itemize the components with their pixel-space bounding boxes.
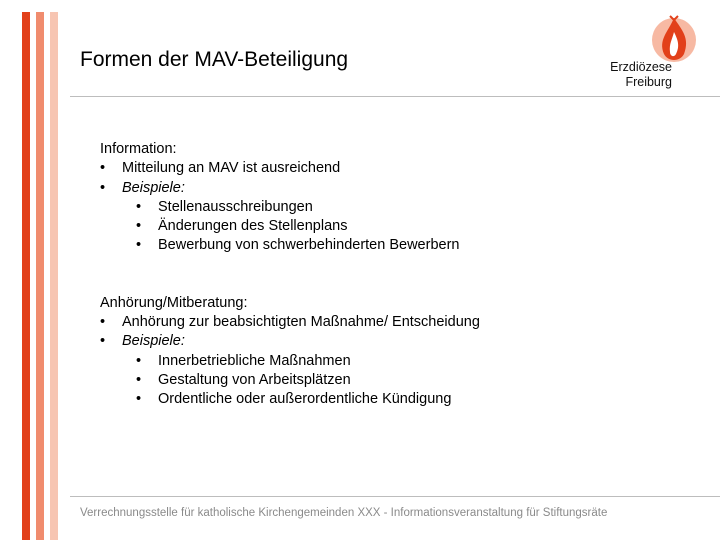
list-item (100, 332, 660, 351)
bullet-icon: • (136, 198, 142, 215)
sub-list-item-text: Stellenausschreibungen (158, 198, 313, 215)
section-heading: Information: (100, 141, 177, 157)
sub-list-item (100, 217, 660, 236)
decor-bar-medium (36, 12, 44, 540)
sub-list-item-text: Änderungen des Stellenplans (158, 218, 348, 235)
erzdioezese-logo (598, 14, 708, 94)
decor-bar-dark (22, 12, 30, 540)
sub-list-item-text: Innerbetriebliche Maßnahmen (158, 352, 351, 369)
list-item-text: Beispiele: (122, 333, 185, 350)
section-heading: Anhörung/Mitberatung: (100, 294, 248, 311)
bullet-icon: • (136, 391, 142, 408)
header-divider (70, 96, 720, 97)
section-anhoerung (100, 294, 660, 410)
footer-divider (70, 496, 720, 497)
sub-list-item (100, 371, 660, 390)
bullet-icon: • (100, 160, 106, 177)
list-item (100, 179, 660, 198)
slide-title: Formen der MAV-Beteiligung (80, 48, 349, 71)
bullet-icon: • (136, 218, 142, 235)
decor-bar-light (50, 12, 58, 540)
list-item (100, 313, 660, 332)
footer-text: Verrechnungsstelle für katholische Kirchengemeinden XXX - Informationsveranstaltung für Stiftungsräte (80, 507, 608, 519)
sub-list-item (100, 236, 660, 255)
bullet-icon: • (136, 237, 142, 254)
logo-line-2: Freiburg (625, 75, 672, 89)
bullet-icon: • (100, 333, 106, 350)
flame-logo-icon (646, 14, 702, 64)
sub-list-item-text: Bewerbung von schwerbehinderten Bewerbern (158, 237, 460, 254)
bullet-icon: • (136, 371, 142, 388)
sub-list-item (100, 352, 660, 371)
list-item-text: Anhörung zur beabsichtigten Maßnahme/ Entscheidung (122, 314, 480, 331)
slide-content (100, 140, 660, 448)
logo-line-1: Erzdiözese (610, 60, 672, 74)
list-item (100, 159, 660, 178)
section-information (100, 140, 660, 256)
sub-list-item-text: Ordentliche oder außerordentliche Kündigung (158, 391, 452, 408)
bullet-icon: • (136, 352, 142, 369)
list-item-text: Beispiele: (122, 179, 185, 196)
bullet-icon: • (100, 179, 106, 196)
sub-list-item-text: Gestaltung von Arbeitsplätzen (158, 371, 351, 388)
sub-list-item (100, 198, 660, 217)
sub-list-item (100, 390, 660, 409)
list-item-text: Mitteilung an MAV ist ausreichend (122, 160, 341, 177)
bullet-icon: • (100, 314, 106, 331)
